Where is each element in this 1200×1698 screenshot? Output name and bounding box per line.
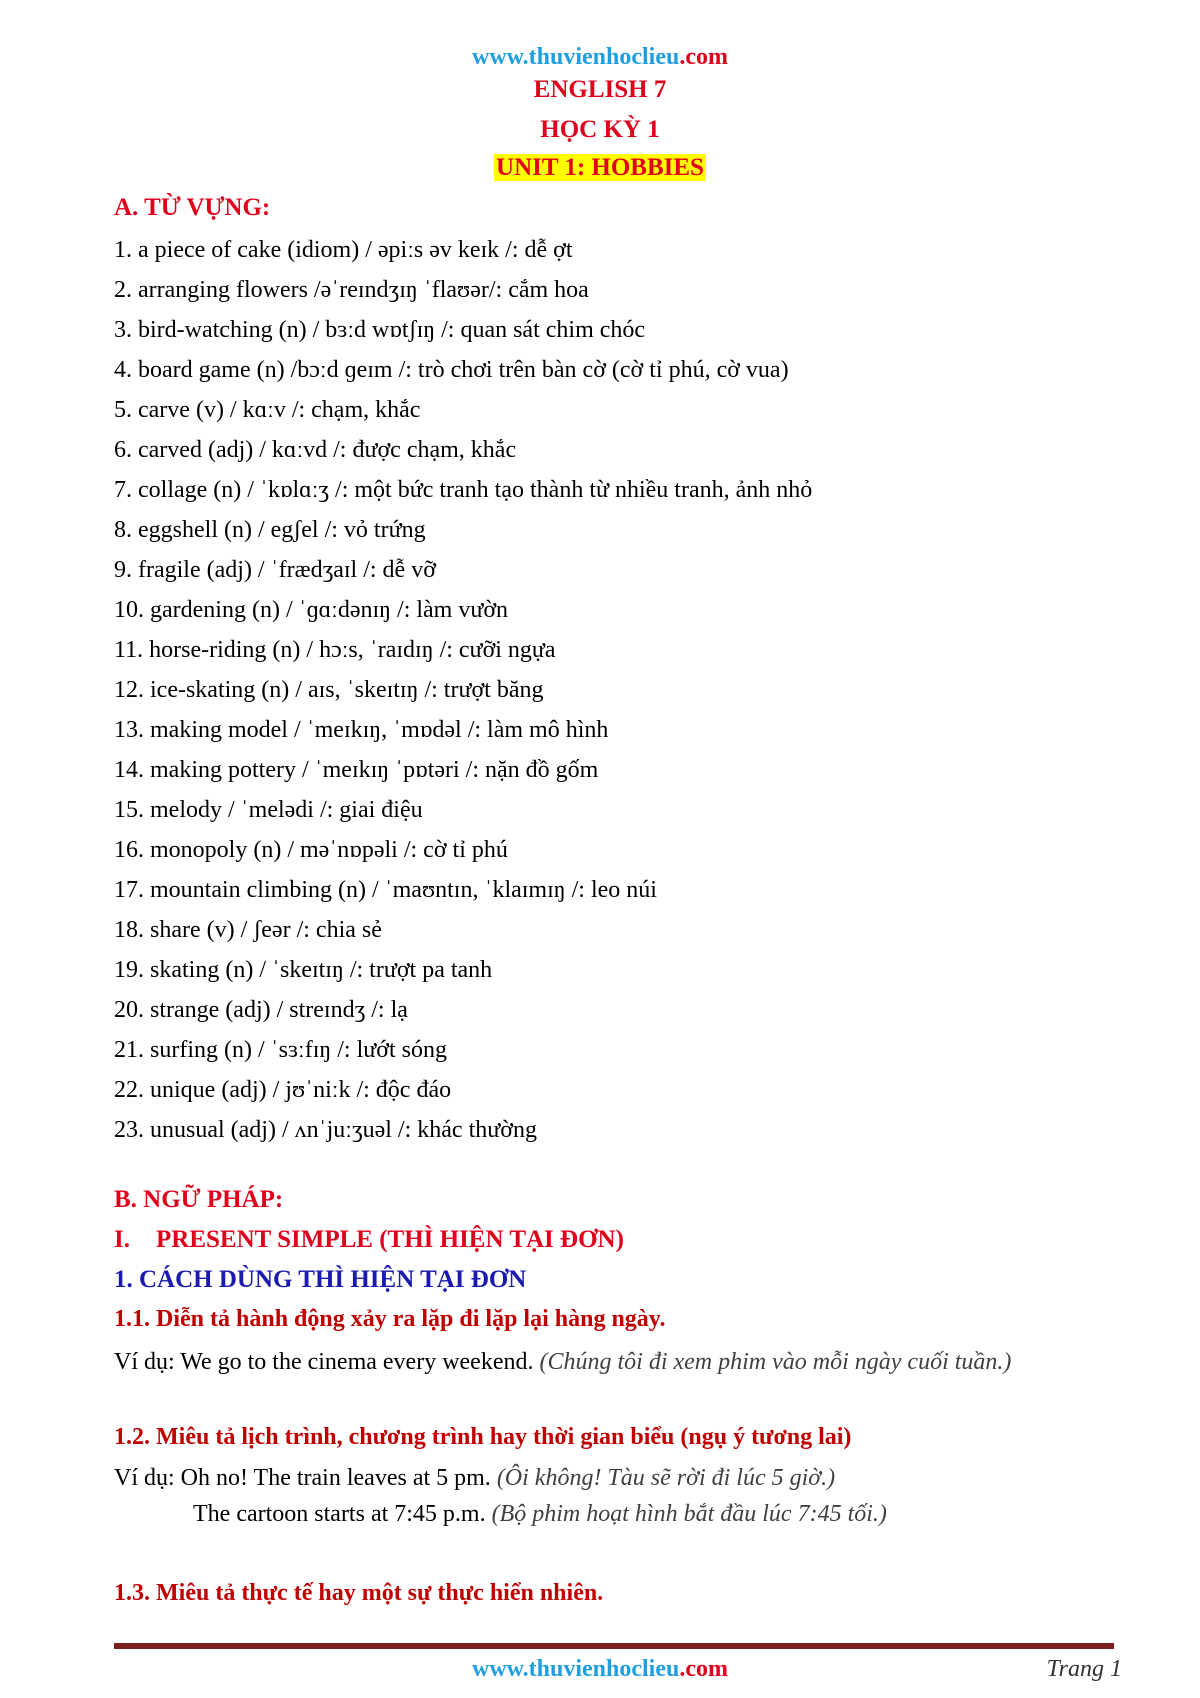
doc-title-english7: ENGLISH 7	[533, 76, 667, 103]
example-1-2a	[114, 1460, 835, 1496]
list-item: 6. carved (adj) / kɑːvd /: được chạm, khắc	[114, 437, 517, 463]
list-item: 1. a piece of cake (idiom) / əpiːs əv keɪk /: dễ ợt	[114, 237, 573, 263]
footer-divider	[114, 1643, 1114, 1649]
example-1-2a-text: Ví dụ: Oh no! The train leaves at 5 pm.	[114, 1465, 497, 1491]
grammar-topic-title: PRESENT SIMPLE (THÌ HIỆN TẠI ĐƠN)	[156, 1226, 624, 1253]
list-item: 7. collage (n) / ˈkɒlɑːʒ /: một bức tranh tạo thành từ nhiều tranh, ảnh nhỏ	[114, 477, 813, 503]
list-item: 20. strange (adj) / streɪndʒ /: lạ	[114, 997, 408, 1023]
list-item: 11. horse-riding (n) / hɔːs, ˈraɪdɪŋ /: cưỡi ngựa	[114, 637, 556, 663]
vocabulary-list	[114, 230, 812, 1150]
section-a-heading: A. TỪ VỰNG:	[114, 194, 271, 221]
doc-title-semester: HỌC KỲ 1	[540, 116, 660, 143]
list-item: 8. eggshell (n) / egʃel /: vỏ trứng	[114, 517, 426, 543]
list-item: 10. gardening (n) / ˈɡɑːdənɪŋ /: làm vườn	[114, 597, 509, 623]
section-b-heading: B. NGỮ PHÁP:	[114, 1186, 284, 1213]
example-1-1-text: Ví dụ: We go to the cinema every weekend.	[114, 1349, 540, 1375]
list-item: 16. monopoly (n) / məˈnɒpəli /: cờ tỉ phú	[114, 837, 508, 863]
unit-title-highlight: UNIT 1: HOBBIES	[496, 154, 704, 181]
usage-rule-1-2: 1.2. Miêu tả lịch trình, chương trình hay thời gian biểu (ngụ ý tương lai)	[114, 1424, 852, 1450]
list-item: 3. bird-watching (n) / bɜːd wɒtʃɪŋ /: quan sát chim chóc	[114, 317, 646, 343]
site-header-tld: .com	[679, 44, 729, 70]
list-item: 17. mountain climbing (n) / ˈmaʊntɪn, ˈklaɪmɪŋ /: leo núi	[114, 877, 657, 903]
list-item: 22. unique (adj) / jʊˈniːk /: độc đáo	[114, 1077, 452, 1103]
doc-title-unit	[0, 154, 1200, 182]
example-1-1-translation: (Chúng tôi đi xem phim vào mỗi ngày cuối tuần.)	[539, 1349, 1012, 1375]
footer-site-domain: www.thuvienhoclieu	[471, 1656, 680, 1682]
page-number: Trang 1	[1046, 1656, 1122, 1682]
list-item: 9. fragile (adj) / ˈfrædʒaɪl /: dễ vỡ	[114, 557, 436, 583]
list-item: 21. surfing (n) / ˈsɜːfɪŋ /: lướt sóng	[114, 1037, 447, 1063]
example-1-1	[114, 1344, 1104, 1380]
list-item: 5. carve (v) / kɑːv /: chạm, khắc	[114, 397, 421, 423]
usage-rule-1-3: 1.3. Miêu tả thực tế hay một sự thực hiển nhiên.	[114, 1580, 604, 1606]
example-1-2b-text: The cartoon starts at 7:45 p.m.	[193, 1501, 492, 1527]
usage-rule-1-1: 1.1. Diễn tả hành động xảy ra lặp đi lặp lại hàng ngày.	[114, 1306, 666, 1332]
list-item: 14. making pottery / ˈmeɪkɪŋ ˈpɒtəri /: nặn đồ gốm	[114, 757, 599, 783]
list-item: 18. share (v) / ʃeər /: chia sẻ	[114, 917, 382, 943]
example-1-2b	[193, 1496, 887, 1532]
site-header-domain: www.thuvienhoclieu	[471, 44, 680, 70]
list-item: 4. board game (n) /bɔːd ɡeɪm /: trò chơi trên bàn cờ (cờ tỉ phú, cờ vua)	[114, 357, 789, 383]
list-item: 23. unusual (adj) / ʌnˈjuːʒuəl /: khác thường	[114, 1117, 537, 1143]
grammar-topic-number: I.	[114, 1226, 130, 1253]
list-item: 19. skating (n) / ˈskeɪtɪŋ /: trượt pa tanh	[114, 957, 493, 983]
example-1-2a-translation: (Ôi không! Tàu sẽ rời đi lúc 5 giờ.)	[496, 1465, 836, 1491]
list-item: 13. making model / ˈmeɪkɪŋ, ˈmɒdəl /: làm mô hình	[114, 717, 609, 743]
footer-site-link[interactable]	[0, 1656, 1200, 1683]
site-header[interactable]	[0, 44, 1200, 71]
list-item: 15. melody / ˈmelədi /: giai điệu	[114, 797, 423, 823]
usage-subheading: 1. CÁCH DÙNG THÌ HIỆN TẠI ĐƠN	[114, 1266, 527, 1293]
grammar-topic-heading	[114, 1226, 624, 1254]
footer-site-tld: .com	[679, 1656, 729, 1682]
list-item: 12. ice-skating (n) / aɪs, ˈskeɪtɪŋ /: trượt băng	[114, 677, 544, 703]
example-1-2b-translation: (Bộ phim hoạt hình bắt đầu lúc 7:45 tối.)	[491, 1501, 887, 1527]
list-item: 2. arranging flowers /əˈreɪndʒɪŋ ˈflaʊər/: cắm hoa	[114, 277, 589, 303]
